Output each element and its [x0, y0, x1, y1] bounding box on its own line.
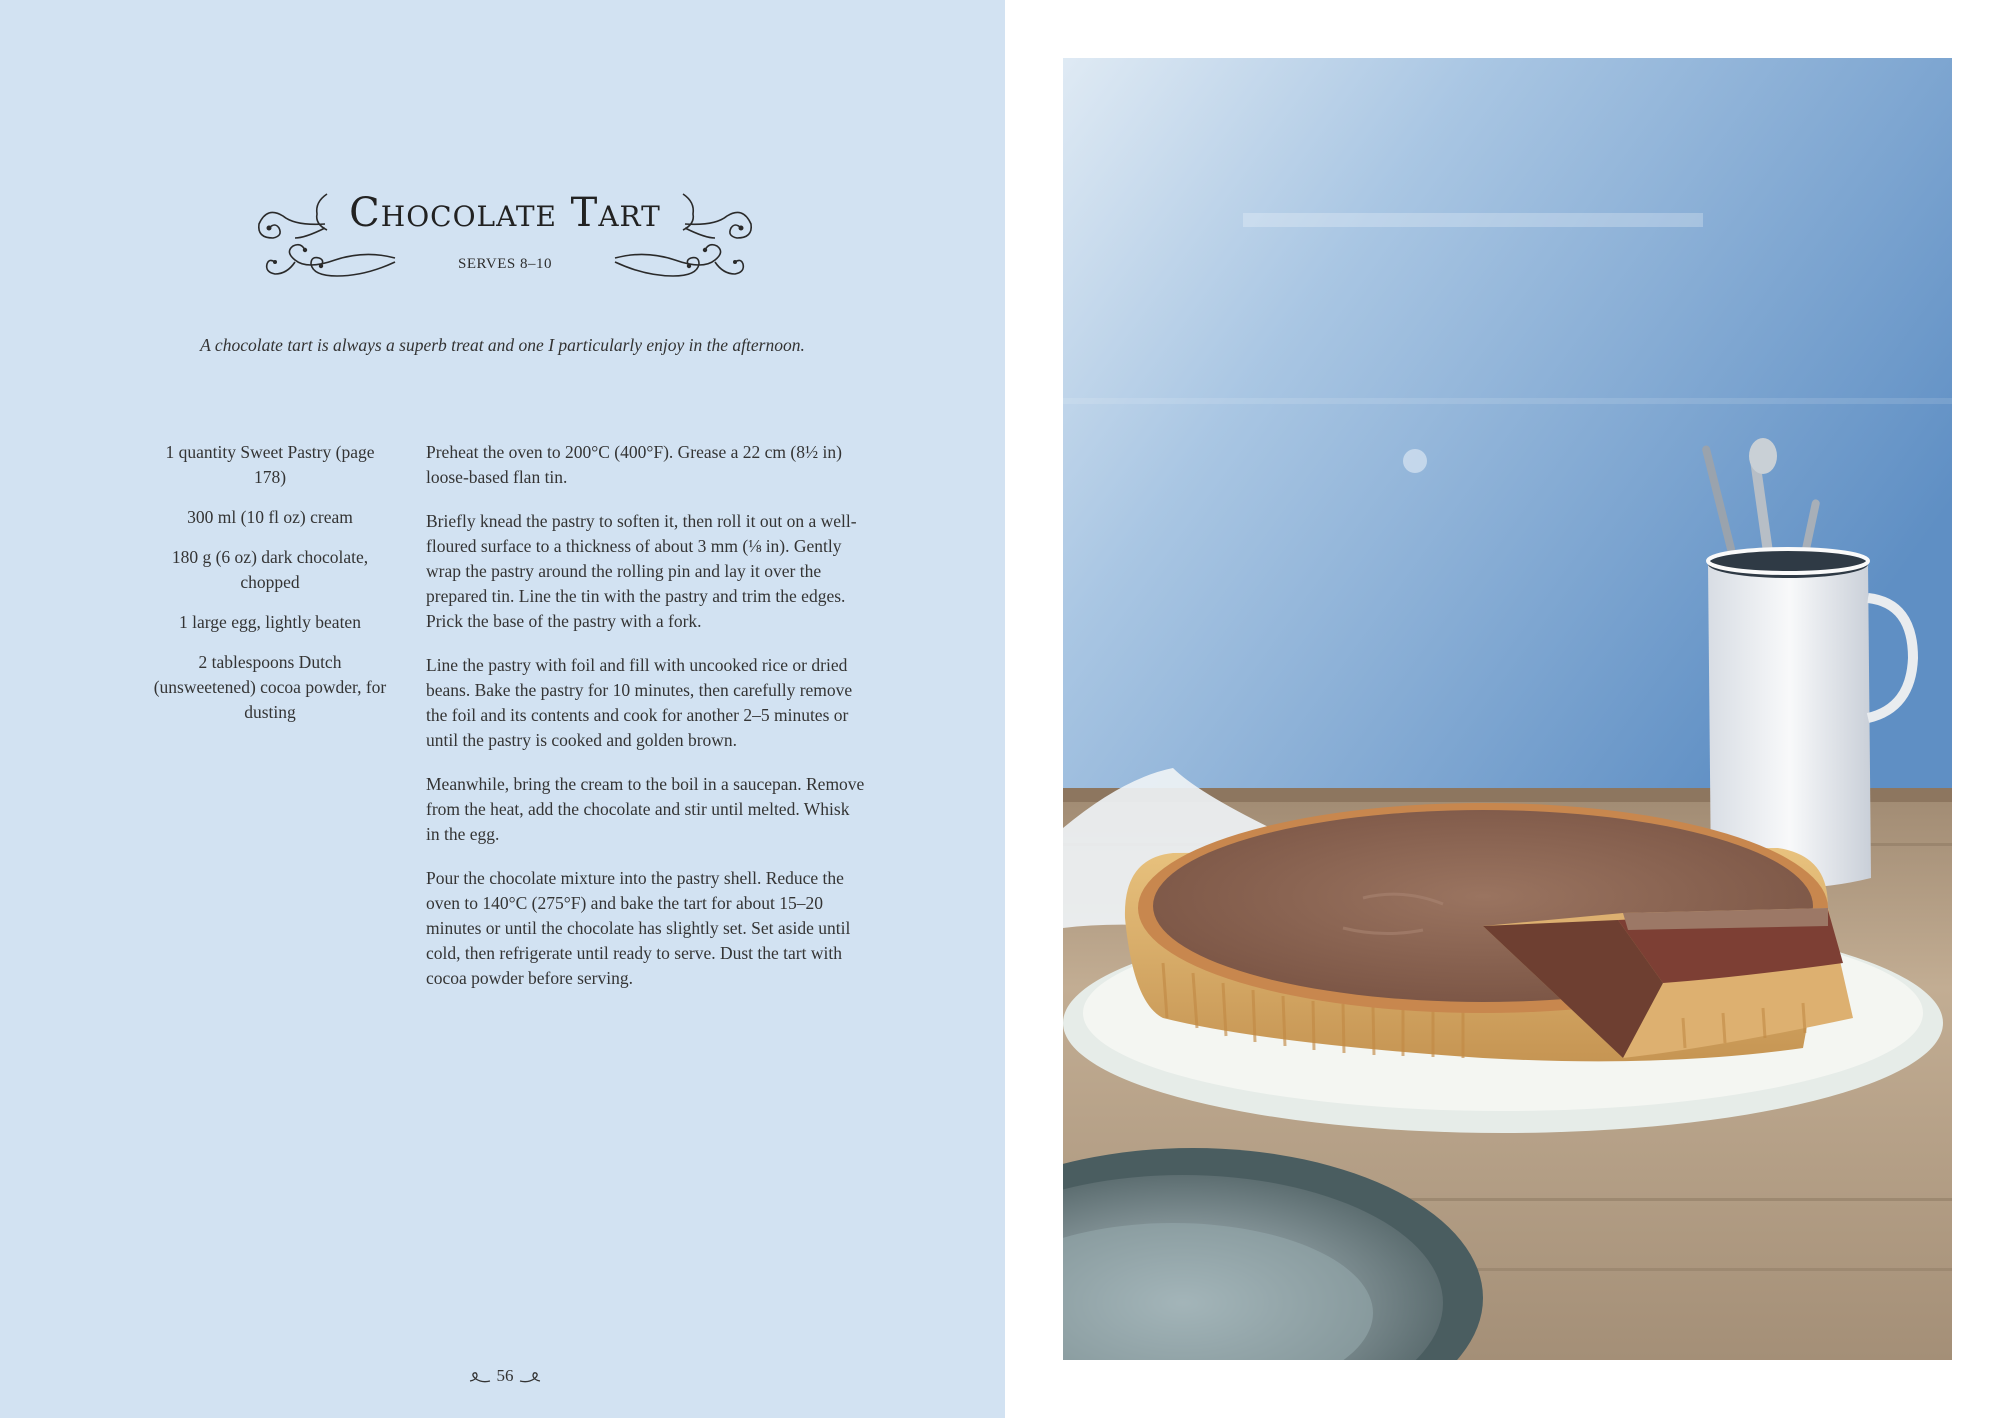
tart-photo-icon — [1063, 58, 1952, 1360]
recipe-title: Chocolate Tart — [349, 190, 661, 236]
ingredient-item: 300 ml (10 fl oz) cream — [187, 507, 353, 527]
recipe-intro: A chocolate tart is always a superb treat and one I particularly enjoy in the afternoon. — [200, 335, 805, 355]
folio-ornament-right-icon — [518, 1371, 542, 1385]
page-number-text: 56 — [496, 1366, 514, 1385]
method-steps — [426, 440, 866, 1010]
method-step: Briefly knead the pastry to soften it, then roll it out on a well-floured surface to a thickness of about 3 mm (⅛ in). Gently wrap the pastry around the rolling pin and lay it over the prepared tin. Line the tin with the pastry and trim the edges. Prick the base of the pastry with a fork. — [426, 511, 857, 631]
method-step: Pour the chocolate mixture into the pastry shell. Reduce the oven to 140°C (275°F) and bake the tart for about 15–20 minutes or until the chocolate has slightly set. Set aside until cold, then refrigerate until ready to serve. Dust the tart with cocoa powder before serving. — [426, 868, 851, 988]
method-step: Line the pastry with foil and fill with uncooked rice or dried beans. Bake the pastry for 10 minutes, then carefully remove the foil and its contents and cook for another 2–5 minutes or until the pastry is cooked and golden brown. — [426, 655, 853, 750]
photo-page — [1005, 0, 2008, 1418]
serves-label: SERVES 8–10 — [458, 256, 552, 272]
method-step: Preheat the oven to 200°C (400°F). Grease a 22 cm (8½ in) loose-based flan tin. — [426, 442, 842, 487]
ingredient-list — [150, 440, 390, 740]
ingredient-item: 1 large egg, lightly beaten — [179, 612, 361, 632]
ingredient-item: 1 quantity Sweet Pastry (page 178) — [165, 442, 375, 487]
title-block — [255, 180, 755, 290]
chocolate-tart-photo — [1063, 58, 1952, 1360]
method-step: Meanwhile, bring the cream to the boil in a saucepan. Remove from the heat, add the chocolate and stir until melted. Whisk in the egg. — [426, 774, 865, 844]
ingredient-item: 2 tablespoons Dutch (unsweetened) cocoa powder, for dusting — [153, 652, 387, 722]
folio-ornament-left-icon — [468, 1371, 492, 1385]
ingredient-item: 180 g (6 oz) dark chocolate, chopped — [171, 547, 369, 592]
page-number — [460, 1366, 550, 1390]
